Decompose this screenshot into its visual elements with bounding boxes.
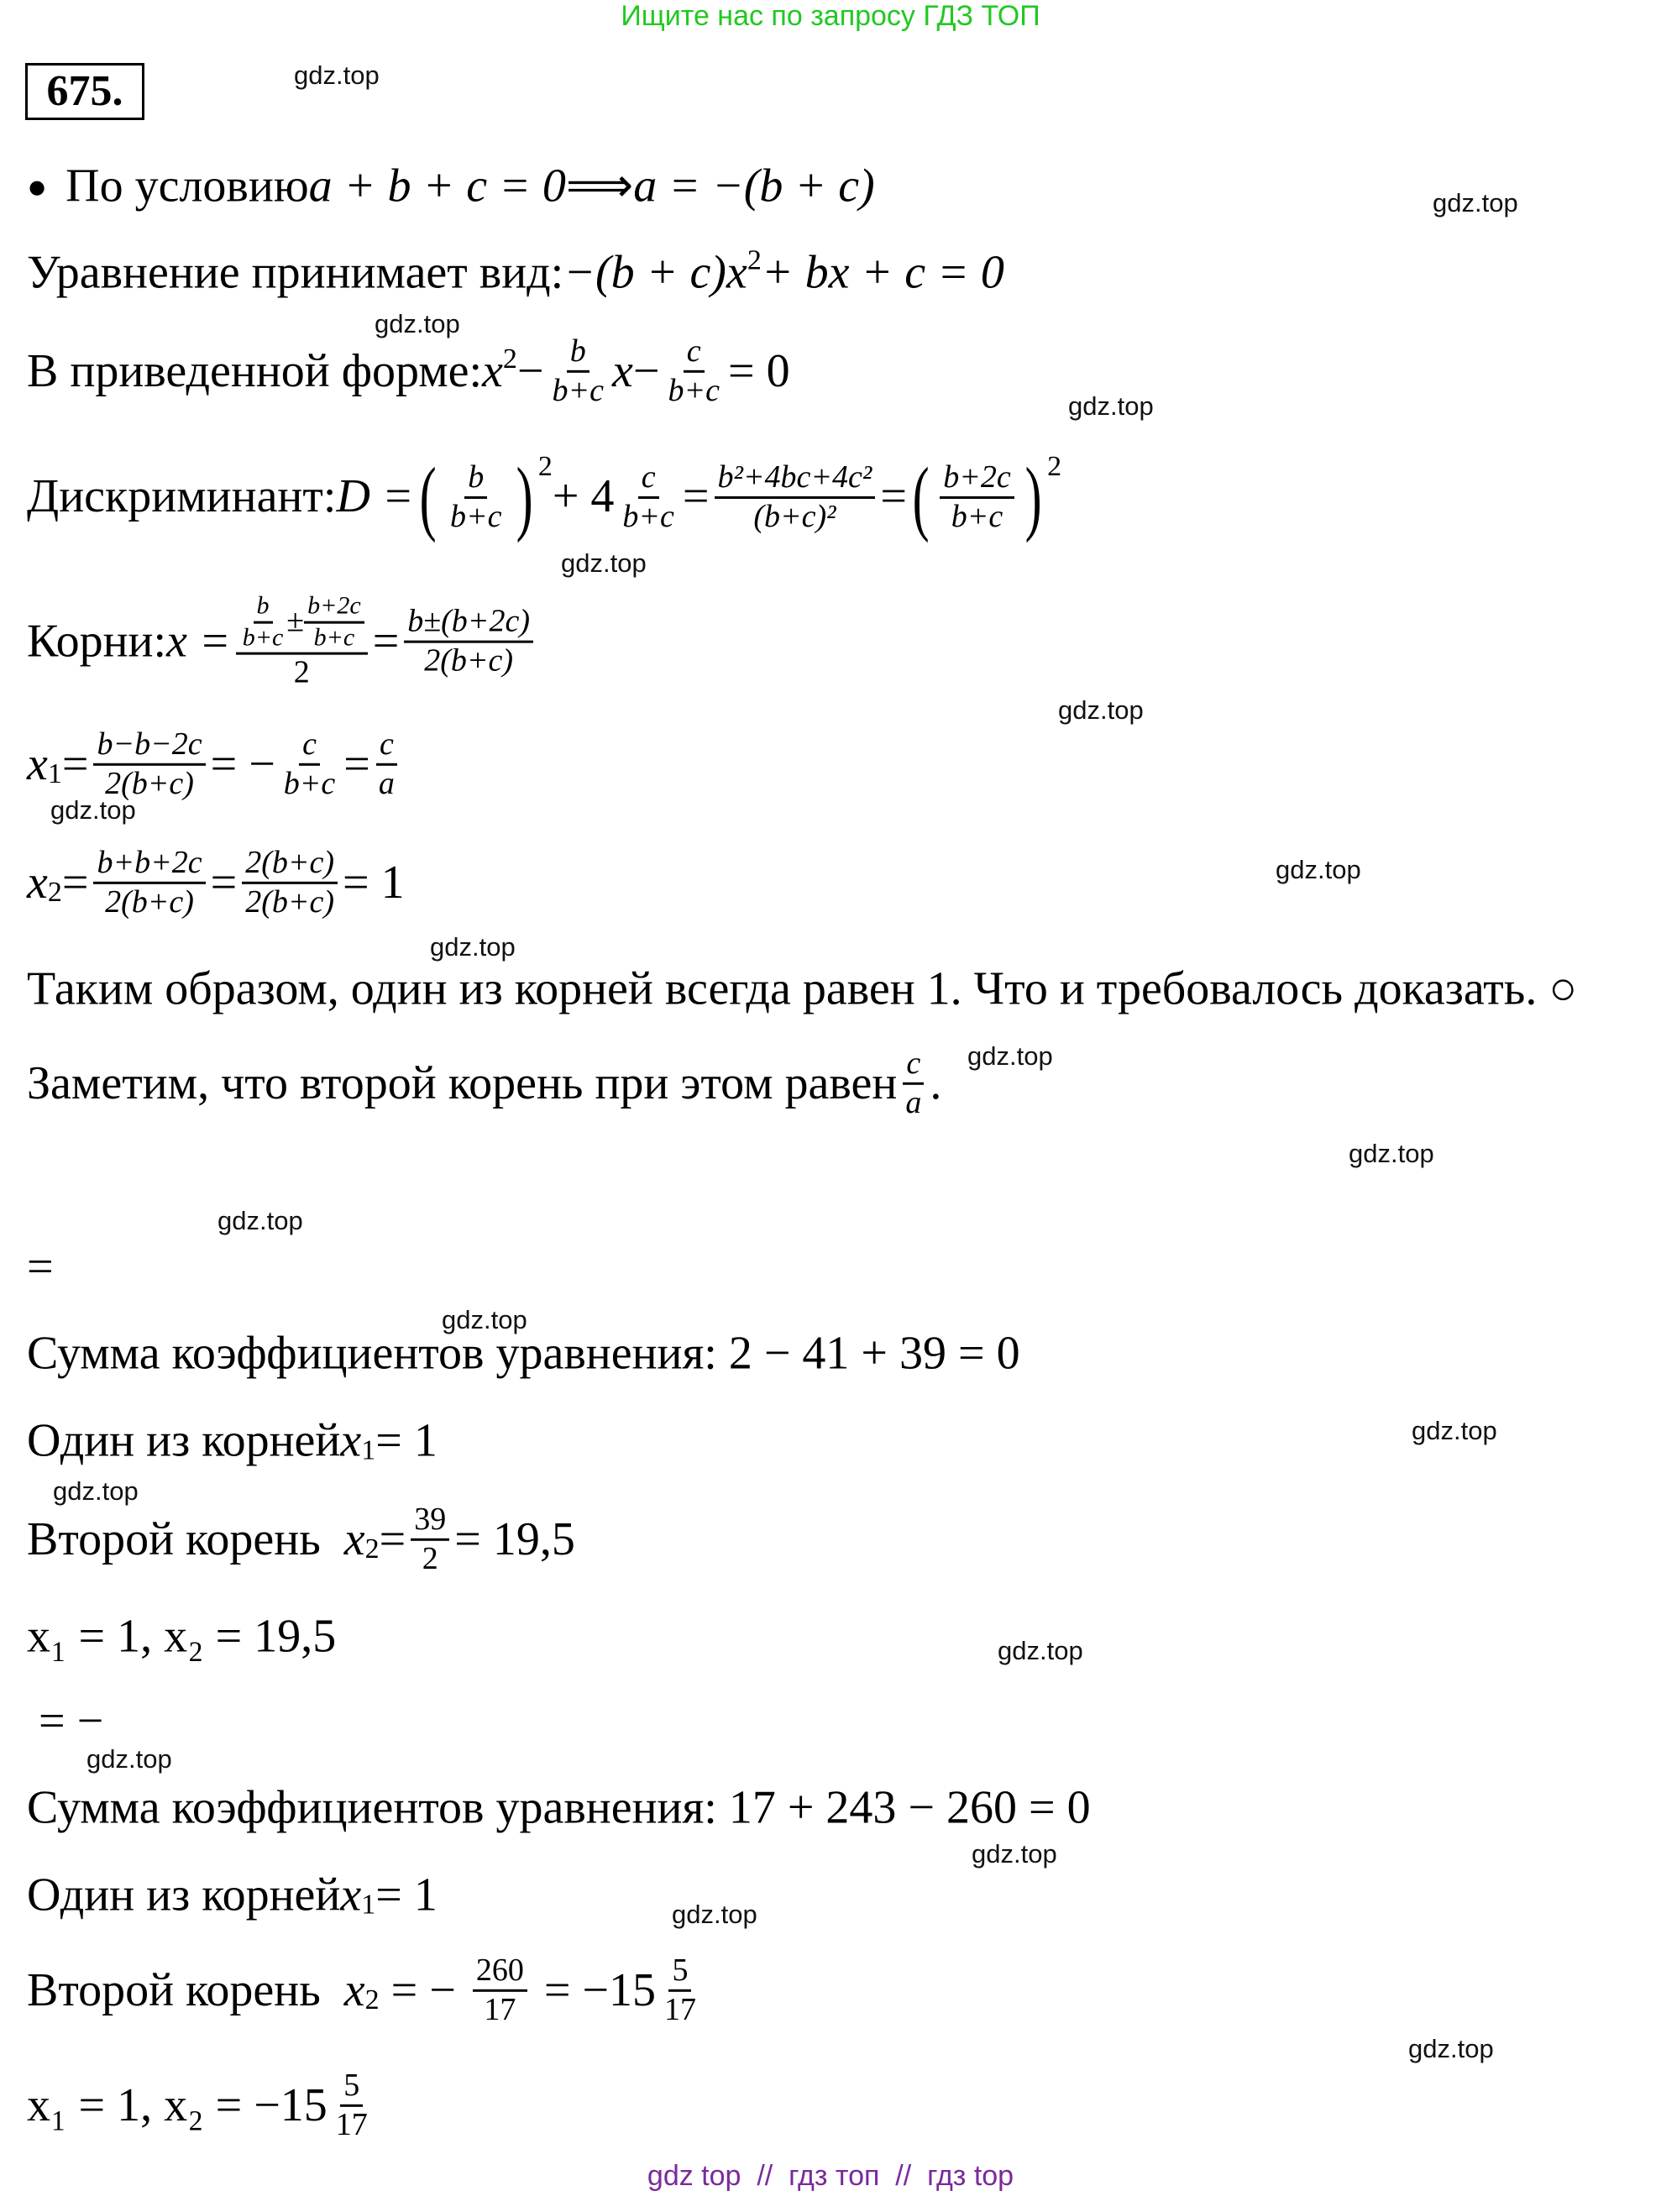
conclusion-line: Таким образом, один из корней всегда равен 1. Что и требовалось доказать. ○ bbox=[27, 962, 1578, 1015]
watermark: gdz.top bbox=[1408, 2034, 1494, 2063]
sub: 2 bbox=[364, 1533, 380, 1565]
watermark: gdz.top bbox=[972, 1839, 1057, 1869]
fraction: $\frac{\text{b²+4bc+4c²}}{\text{(b+c)²}}$ bbox=[715, 459, 876, 535]
fraction: $\frac{b+b+2c}{2(b+c)}$ bbox=[93, 845, 205, 920]
paren: ) bbox=[1024, 450, 1042, 543]
text: В приведенной форме: bbox=[27, 344, 483, 397]
watermark: gdz.top bbox=[1276, 855, 1361, 884]
math: x bbox=[340, 1869, 362, 1921]
math: x = bbox=[166, 615, 231, 668]
implies: ⟹ bbox=[565, 160, 634, 212]
fraction: $\frac{b}{b+c}$ bbox=[552, 333, 605, 408]
exp: 2 bbox=[747, 244, 762, 276]
watermark: gdz.top bbox=[50, 795, 136, 825]
x2-line bbox=[27, 845, 405, 920]
fraction: $\frac{b}{b+c}$ bbox=[449, 459, 502, 534]
text: Второй корень bbox=[27, 1512, 344, 1565]
watermark: gdz.top bbox=[967, 1041, 1053, 1071]
bullet-icon: ● bbox=[27, 167, 48, 205]
part-b-sum: Сумма коэффициентов уравнения: 17 + 243 − 260 = 0 bbox=[27, 1781, 1091, 1834]
watermark: gdz.top bbox=[86, 1744, 172, 1774]
op: = bbox=[210, 856, 238, 909]
watermark: gdz.top bbox=[294, 60, 380, 90]
math: D = bbox=[336, 470, 414, 523]
watermark: gdz.top bbox=[672, 1900, 757, 1929]
condition-line bbox=[27, 158, 875, 214]
discriminant-line bbox=[27, 450, 1062, 543]
text: Один из корней bbox=[27, 1869, 341, 1921]
part-a-second-root bbox=[27, 1502, 575, 1577]
watermark: gdz.top bbox=[1058, 695, 1144, 725]
fraction: $\frac{c}{b+c}$ bbox=[283, 726, 336, 801]
op: + 4 bbox=[552, 470, 615, 523]
paren: ) bbox=[516, 450, 533, 543]
part-a-answer: x₁ = 1, x₂ = 19,5 bbox=[27, 1610, 337, 1663]
math: x bbox=[343, 1963, 365, 2016]
text: Уравнение принимает вид: bbox=[27, 246, 564, 299]
fraction: $\frac{b-b-2c}{2(b+c)}$ bbox=[93, 726, 205, 802]
fraction: $\frac{b+2c}{b+c}$ bbox=[940, 459, 1014, 535]
x1-line bbox=[27, 726, 403, 802]
math: x bbox=[482, 344, 503, 397]
fraction: $\frac{2(b+c)}{2(b+c)}$ bbox=[242, 845, 338, 920]
math: x bbox=[340, 1414, 362, 1467]
fraction: $\frac{c}{a}$ bbox=[375, 726, 398, 802]
sub: 1 bbox=[361, 1889, 376, 1921]
op: = bbox=[61, 737, 89, 790]
fraction: $\frac{5}{17}$ bbox=[335, 2067, 368, 2142]
watermark: gdz.top bbox=[217, 1206, 303, 1235]
op: = bbox=[682, 470, 710, 523]
op: = 19,5 bbox=[454, 1512, 575, 1565]
op: − bbox=[516, 344, 544, 397]
part-b-answer bbox=[27, 2068, 376, 2143]
watermark: gdz.top bbox=[1412, 1416, 1497, 1445]
part-b-equation: = − bbox=[27, 1695, 116, 1748]
op: − bbox=[632, 344, 660, 397]
watermark: gdz.top bbox=[998, 1636, 1083, 1665]
sub: 1 bbox=[361, 1434, 376, 1466]
exp: 2 bbox=[502, 343, 517, 375]
equation-form-line bbox=[27, 244, 1004, 301]
op: = 0 bbox=[728, 344, 790, 397]
watermark: gdz.top bbox=[1349, 1139, 1434, 1168]
math: a = −(b + c) bbox=[633, 160, 875, 212]
text: Корни: bbox=[27, 615, 167, 668]
watermark: gdz.top bbox=[442, 1305, 527, 1334]
math: + bx + c = 0 bbox=[761, 246, 1004, 299]
part-b-second-root bbox=[27, 1953, 705, 2028]
dot: . bbox=[930, 1056, 942, 1109]
watermark: gdz.top bbox=[1068, 391, 1154, 421]
op: = 1 bbox=[343, 856, 405, 909]
problem-number: 675. bbox=[25, 63, 144, 120]
math: −(b + c)x bbox=[563, 246, 747, 299]
part-a-sum: Сумма коэффициентов уравнения: 2 − 41 + 39 = 0 bbox=[27, 1327, 1020, 1380]
promo-header[interactable]: Ищите нас по запросу ГДЗ ТОП bbox=[621, 0, 1040, 32]
text: Второй корень bbox=[27, 1963, 344, 2016]
exp: 2 bbox=[537, 450, 553, 482]
math: x bbox=[27, 856, 48, 909]
part-a-first-root bbox=[27, 1413, 438, 1469]
compound-fraction: $\frac{b}{b+c}$ ± $\frac{b+2c}{b+c}$ 2 bbox=[236, 592, 368, 692]
sub: 2 bbox=[47, 876, 62, 908]
text: По условию bbox=[65, 160, 309, 212]
text: Один из корней bbox=[27, 1414, 341, 1467]
text: Дискриминант: bbox=[27, 470, 337, 523]
footer-links[interactable]: gdz top // гдз топ // гдз top bbox=[647, 2160, 1014, 2192]
op: = bbox=[880, 470, 907, 523]
op: = −15 bbox=[532, 1963, 656, 2016]
watermark: gdz.top bbox=[375, 309, 460, 338]
part-b-first-root bbox=[27, 1867, 438, 1923]
fraction: $\frac{b\pm(b+2c)}{2(b+c)}$ bbox=[404, 604, 533, 679]
fraction: $\frac{c}{b+c}$ bbox=[668, 333, 720, 408]
op: = − bbox=[210, 737, 275, 790]
math: x bbox=[612, 344, 633, 397]
fraction: $\frac{c}{a}$ bbox=[902, 1046, 925, 1121]
math: x bbox=[27, 737, 48, 790]
fraction: $\frac{c}{b+c}$ bbox=[622, 459, 674, 534]
math: x bbox=[343, 1512, 365, 1565]
note-line bbox=[27, 1046, 941, 1121]
paren: ( bbox=[419, 450, 437, 543]
op: = − bbox=[379, 1963, 468, 2016]
watermark: gdz.top bbox=[561, 548, 647, 578]
watermark: gdz.top bbox=[430, 932, 516, 962]
op: = bbox=[372, 615, 400, 668]
op: = 1 bbox=[375, 1414, 438, 1467]
sub: 2 bbox=[364, 1984, 380, 2015]
op: = bbox=[61, 856, 89, 909]
fraction: $\frac{39}{2}$ bbox=[411, 1502, 449, 1577]
sub: 1 bbox=[47, 757, 62, 789]
text: Заметим, что второй корень при этом равен bbox=[27, 1056, 898, 1109]
fraction: $\frac{5}{17}$ bbox=[663, 1952, 696, 2027]
watermark: gdz.top bbox=[1433, 188, 1518, 218]
math: a + b + c = 0 bbox=[308, 160, 566, 212]
paren: ( bbox=[912, 450, 930, 543]
reduced-form-line bbox=[27, 333, 790, 409]
fraction: $\frac{260}{17}$ bbox=[473, 1953, 527, 2028]
exp: 2 bbox=[1047, 450, 1062, 482]
op: = 1 bbox=[375, 1869, 438, 1921]
op: = bbox=[379, 1512, 406, 1565]
roots-line bbox=[27, 592, 538, 692]
watermark: gdz.top bbox=[53, 1476, 139, 1506]
text: x₁ = 1, x₂ = −15 bbox=[27, 2078, 327, 2131]
op: = bbox=[343, 737, 370, 790]
part-a-equation: = bbox=[27, 1240, 54, 1293]
